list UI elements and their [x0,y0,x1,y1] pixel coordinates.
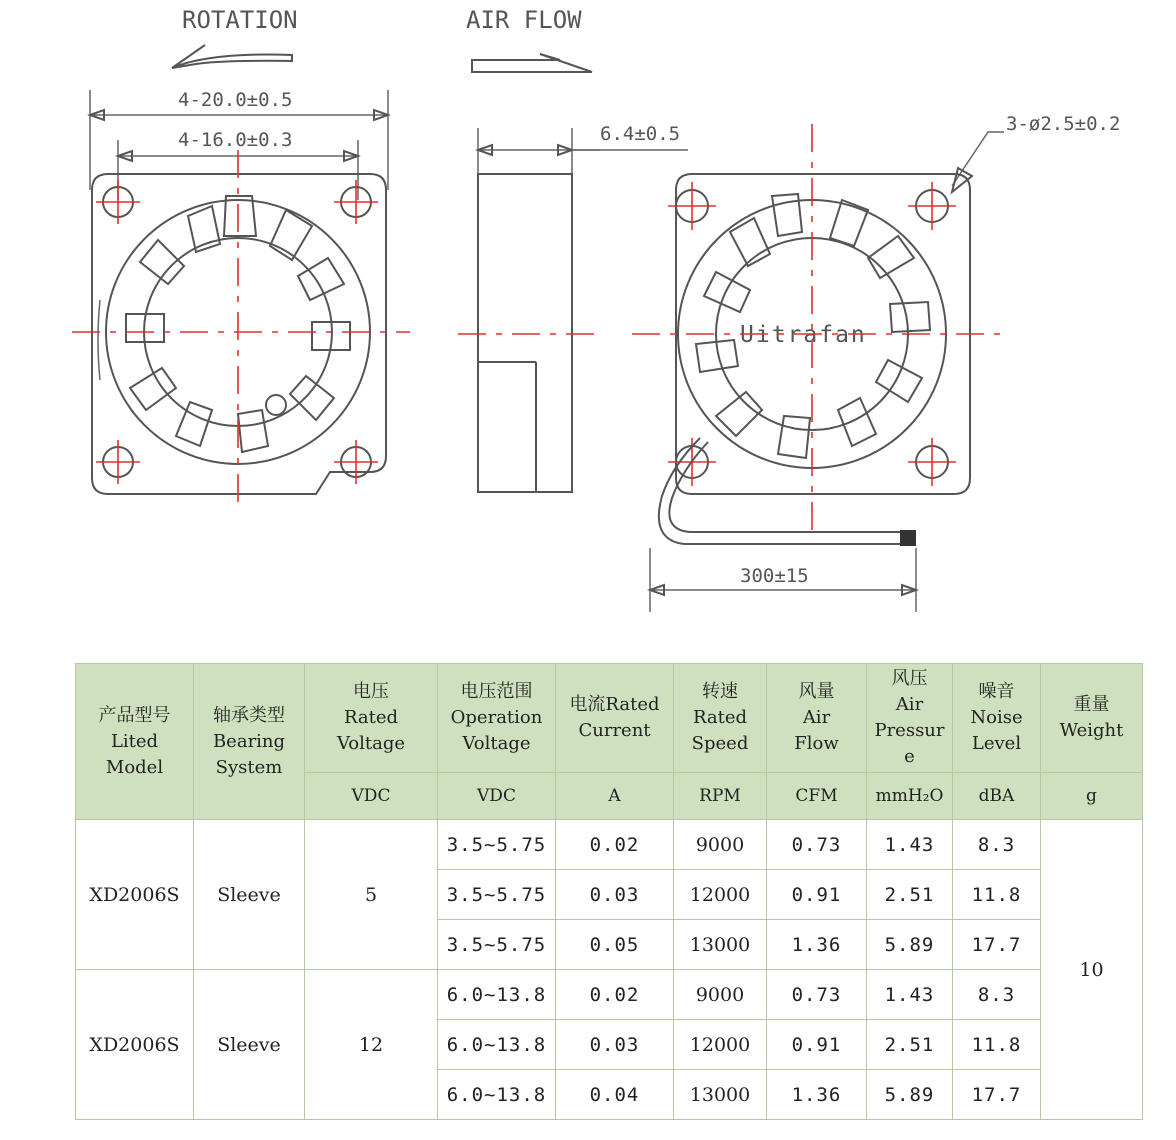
dim-mount-hole: 3-ø2.5±0.2 [1006,113,1121,135]
header-weight: 重量 Weight [1041,664,1143,773]
fan-back-view [632,113,1120,612]
current-cell: 0.05 [556,920,674,970]
unit-cell: CFM [767,773,867,820]
header-rated-current: 电流Rated Current [556,664,674,773]
current-cell: 0.04 [556,1070,674,1120]
pressure-cell: 5.89 [867,920,953,970]
unit-cell: dBA [953,773,1041,820]
dim-hole-spacing: 4-16.0±0.3 [178,129,293,151]
spec-table [75,663,1143,1120]
dim-thickness: 6.4±0.5 [600,123,681,145]
table-row [76,970,1143,1020]
current-cell: 0.03 [556,870,674,920]
header-operation-voltage: 电压范围 Operation Voltage [438,664,556,773]
noise-cell: 17.7 [953,920,1041,970]
speed-cell: 9000 [674,820,767,870]
airflow-arrow-icon [472,54,592,72]
header-rated-voltage: 电压 Rated Voltage [305,664,438,773]
current-cell: 0.03 [556,1020,674,1070]
speed-cell: 12000 [674,1020,767,1070]
header-air-flow: 风量 Air Flow [767,664,867,773]
range-cell: 3.5~5.75 [438,820,556,870]
noise-cell: 11.8 [953,1020,1041,1070]
bearing-cell: Sleeve [194,970,305,1120]
range-cell: 6.0~13.8 [438,970,556,1020]
range-cell: 6.0~13.8 [438,1070,556,1120]
dim-outer-width: 4-20.0±0.5 [178,89,293,111]
rotation-label: ROTATION [182,6,298,34]
header-air-pressure: 风压 Air Pressur e [867,664,953,773]
header-noise-level: 噪音 Noise Level [953,664,1041,773]
rotation-arrow-icon [172,45,292,68]
pressure-cell: 1.43 [867,970,953,1020]
voltage-cell: 5 [305,820,438,970]
current-cell: 0.02 [556,820,674,870]
header-rated-speed: 转速 Rated Speed [674,664,767,773]
unit-cell: VDC [438,773,556,820]
speed-cell: 13000 [674,920,767,970]
dim-cable-length: 300±15 [740,565,809,587]
flow-cell: 0.91 [767,1020,867,1070]
range-cell: 3.5~5.75 [438,920,556,970]
current-cell: 0.02 [556,970,674,1020]
pressure-cell: 2.51 [867,870,953,920]
noise-cell: 8.3 [953,820,1041,870]
model-cell: XD2006S [76,820,194,970]
unit-cell: VDC [305,773,438,820]
noise-cell: 11.8 [953,870,1041,920]
unit-cell: A [556,773,674,820]
unit-cell: mmH₂O [867,773,953,820]
model-cell: XD2006S [76,970,194,1120]
speed-cell: 13000 [674,1070,767,1120]
table-row [76,820,1143,870]
flow-cell: 0.91 [767,870,867,920]
range-cell: 6.0~13.8 [438,1020,556,1070]
noise-cell: 8.3 [953,970,1041,1020]
brand-logo: Uitrafan [740,322,867,348]
fan-side-view [458,123,688,492]
header-model: 产品型号 Lited Model [76,664,194,820]
airflow-label: AIR FLOW [466,6,582,34]
unit-cell: g [1041,773,1143,820]
pressure-cell: 1.43 [867,820,953,870]
noise-cell: 17.7 [953,1070,1041,1120]
table-header-row [76,664,1143,773]
speed-cell: 9000 [674,970,767,1020]
flow-cell: 1.36 [767,1070,867,1120]
range-cell: 3.5~5.75 [438,870,556,920]
speed-cell: 12000 [674,870,767,920]
pressure-cell: 5.89 [867,1070,953,1120]
bearing-cell: Sleeve [194,820,305,970]
flow-cell: 1.36 [767,920,867,970]
voltage-cell: 12 [305,970,438,1120]
header-bearing: 轴承类型 Bearing System [194,664,305,820]
weight-cell: 10 [1041,820,1143,1120]
flow-cell: 0.73 [767,820,867,870]
unit-cell: RPM [674,773,767,820]
pressure-cell: 2.51 [867,1020,953,1070]
flow-cell: 0.73 [767,970,867,1020]
fan-front-view [72,89,410,510]
